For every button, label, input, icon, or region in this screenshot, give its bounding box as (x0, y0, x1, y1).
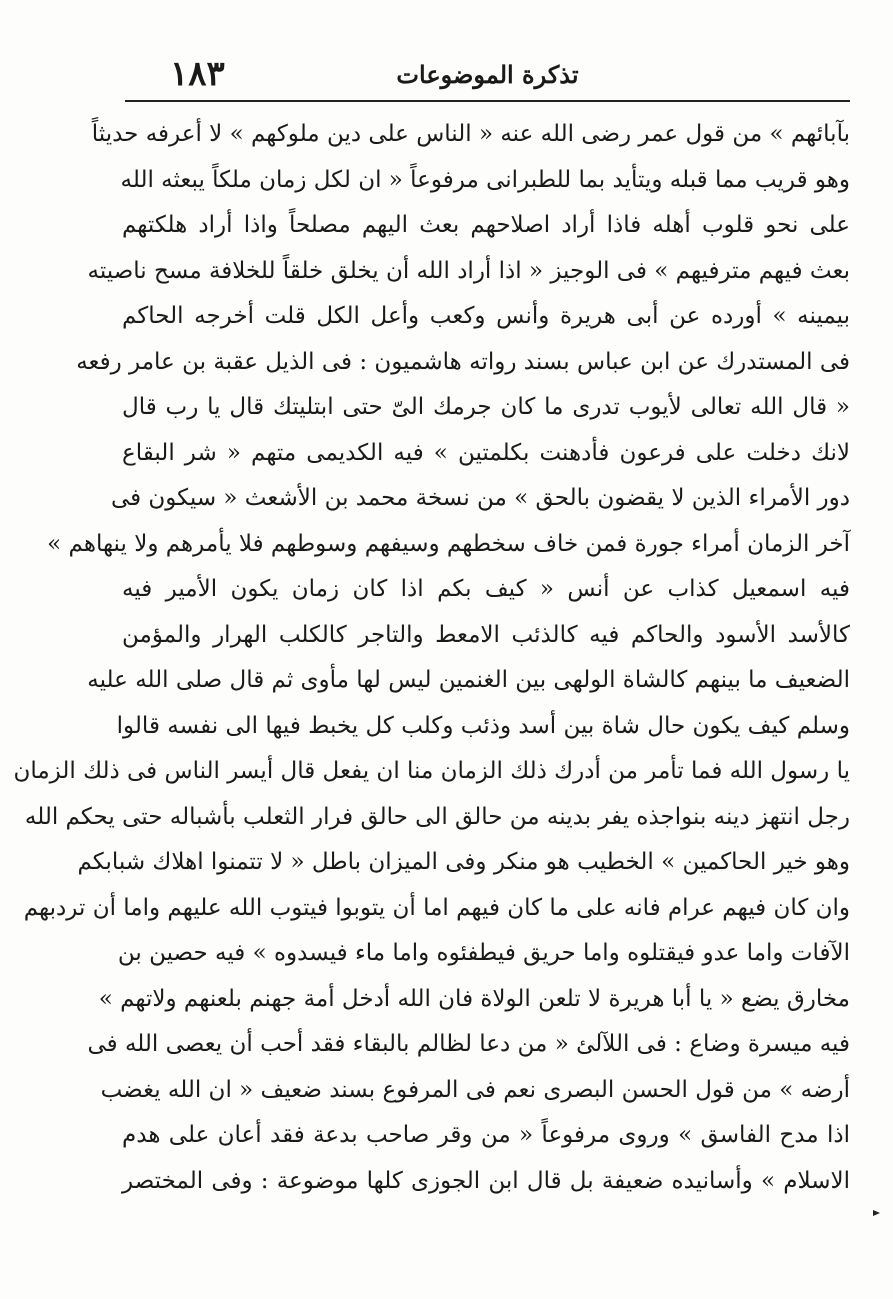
text-line: مخارق يضع « يا أبا هريرة لا تلعن الولاة فان الله أدخل أمة جهنم بلعنهم ولاتهم » (98, 985, 850, 1012)
page-header (125, 52, 850, 98)
text-line: كالأسد الأسود والحاكم فيه كالذئب الامعط والتاجر كالكلب الهرار والمؤمن (122, 621, 850, 648)
text-line: على نحو قلوب أهله فاذا أراد اصلاحهم بعث اليهم مصلحاً واذا أراد هلكتهم (122, 212, 850, 238)
text-line: يا رسول الله فما تأمر من أدرك ذلك الزمان منا ان يفعل قال أيسر الناس فى ذلك الزمان (13, 758, 850, 784)
text-line: وهو قريب مما قبله ويتأيد بما للطبرانى مرفوعاً « ان لكل زمان ملكاً يبعثه الله (120, 166, 850, 193)
margin-mark (872, 1208, 882, 1218)
body-text (13, 112, 850, 1204)
text-line: الاسلام » وأسانيده ضعيفة بل قال ابن الجوزى كلها موضوعة : وفى المختصر (122, 1167, 850, 1194)
text-line: رجل انتهز دينه بنواجذه يفر بدينه من حالق الى حالق فرار الثعلب بأشباله حتى يحكم الله (24, 803, 850, 830)
text-line: وهو خير الحاكمين » الخطيب هو منكر وفى الميزان باطل « لا تتمنوا اهلاك شبابكم (77, 849, 850, 875)
page-number: ١٨٣ (170, 54, 225, 94)
header-rule (125, 100, 850, 102)
text-line: وسلم كيف يكون حال شاة بين أسد وذئب وكلب كل يخبط فيها الى نفسه قالوا (116, 712, 850, 739)
text-line: الضعيف ما بينهم كالشاة الولهى بين الغنمين ليس لها مأوى ثم قال صلى الله عليه (87, 667, 850, 693)
text-line: اذا مدح الفاسق » وروى مرفوعاً « من وقر صاحب بدعة فقد أعان على هدم (122, 1122, 850, 1148)
text-line: فيه اسمعيل كذاب عن أنس « كيف بكم اذا كان زمان يكون الأمير فيه (122, 576, 850, 602)
text-line: الآفات واما عدو فيقتلوه واما حريق فيطفئوه واما ماء فيسدوه » فيه حصين بن (117, 940, 850, 966)
text-line: بعث فيهم مترفيهم » فى الوجيز « اذا أراد الله أن يخلق خلقاً للخلافة مسح ناصيته (87, 257, 850, 284)
running-title: تذكرة الموضوعات (396, 60, 579, 89)
text-line: فى المستدرك عن ابن عباس بسند رواته هاشميون : فى الذيل عقبة بن عامر رفعه (76, 348, 850, 375)
margin-tick-icon (872, 1208, 882, 1218)
text-line: وان كان فيهم عرام فانه على ما كان فيهم اما أن يتوبوا فيتوب الله عليهم واما أن تردبهم (23, 894, 850, 921)
text-line: فيه ميسرة وضاع : فى اللآلئ « من دعا لظالم بالبقاء فقد أحب أن يعصى الله فى (87, 1031, 850, 1057)
text-line: بآبائهم » من قول عمر رضى الله عنه « الناس على دين ملوكهم » لا أعرفه حديثاً (91, 121, 850, 147)
text-line: آخر الزمان أمراء جورة فمن خاف سخطهم وسيفهم وسوطهم فلا يأمرهم ولا ينهاهم » (47, 530, 850, 557)
text-line: « قال الله تعالى لأيوب تدرى ما كان جرمك الىّ حتى ابتليتك قال يا رب قال (122, 394, 850, 420)
text-line: بيمينه » أورده عن أبى هريرة وأنس وكعب وأعل الكل قلت أخرجه الحاكم (122, 303, 850, 329)
text-line: لانك دخلت على فرعون فأدهنت بكلمتين » فيه الكديمى متهم « شر البقاع (122, 439, 850, 466)
text-line: أرضه » من قول الحسن البصرى نعم فى المرفوع بسند ضعيف « ان الله يغضب (100, 1076, 850, 1103)
text-line: دور الأمراء الذين لا يقضون بالحق » من نسخة محمد بن الأشعث « سيكون فى (110, 485, 850, 511)
